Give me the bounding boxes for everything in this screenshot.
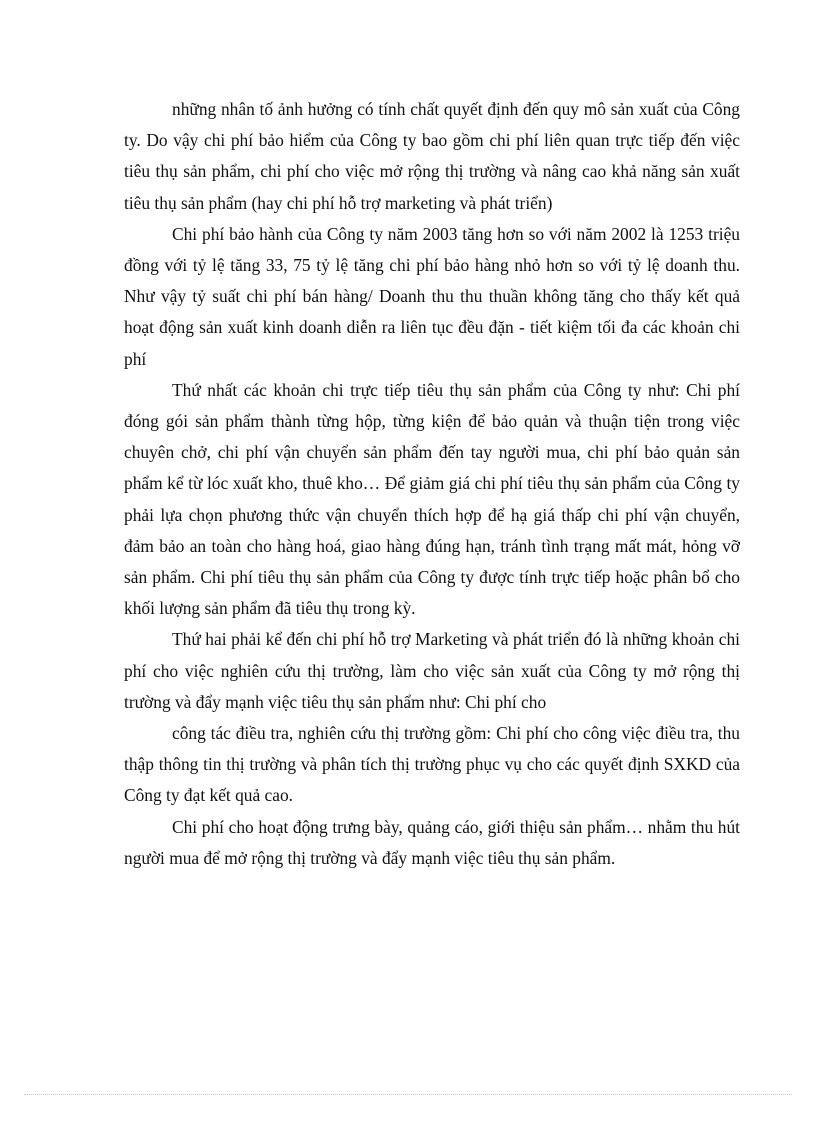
paragraph-1: những nhân tố ảnh hưởng có tính chất quyết định đến quy mô sản xuất của Công ty. Do vậy chi phí bảo hiểm của Công ty bao gồm chi phí liên quan trực tiếp đến việc tiêu thụ sản phẩm, chi phí cho việc mở rộng thị trường và nâng cao khả năng sản xuất tiêu thụ sản phẩm (hay chi phí hỗ trợ marketing và phát triển) [124, 99, 740, 213]
body-text [124, 94, 740, 874]
paragraph-2: Chi phí bảo hành của Công ty năm 2003 tăng hơn so với năm 2002 là 1253 triệu đồng với tỷ lệ tăng 33, 75 tỷ lệ tăng chi phí bảo hàng nhỏ hơn so với tỷ lệ doanh thu. Như vậy tỷ suất chi phí bán hàng/ Doanh thu thu thuần không tăng cho thấy kết quả hoạt động sản xuất kinh doanh diễn ra liên tục đều đặn - tiết kiệm tối đa các khoản chi phí [124, 223, 740, 369]
paragraph-4: Thứ hai phải kể đến chi phí hỗ trợ Marketing và phát triển đó là những khoản chi phí cho việc nghiên cứu thị trường, làm cho việc sản xuất của Công ty mở rộng thị trường và đẩy mạnh việc tiêu thụ sản phẩm như: Chi phí cho [124, 629, 740, 712]
paragraph-3: Thứ nhất các khoản chi trực tiếp tiêu thụ sản phẩm của Công ty như: Chi phí đóng gói sản phẩm thành từng hộp, từng kiện để bảo quản và thuận tiện trong việc chuyên chở, chi phí vận chuyển sản phẩm đến tay người mua, chi phí bảo quản sản phẩm kể từ lóc xuất kho, thuê kho… Để giảm giá chi phí tiêu thụ sản phẩm của Công ty phải lựa chọn phương thức vận chuyển thích hợp để hạ giá thấp chi phí vận chuyển, đảm bảo an toàn cho hàng hoá, giao hàng đúng hạn, tránh tình trạng mất mát, hỏng vỡ sản phẩm. Chi phí tiêu thụ sản phẩm của Công ty được tính trực tiếp hoặc phân bổ cho khối lượng sản phẩm đã tiêu thụ trong kỳ. [124, 379, 740, 619]
paragraph-6: Chi phí cho hoạt động trưng bày, quảng cáo, giới thiệu sản phẩm… nhằm thu hút người mua để mở rộng thị trường và đẩy mạnh việc tiêu thụ sản phẩm. [124, 816, 740, 868]
paragraph-5: công tác điều tra, nghiên cứu thị trường gồm: Chi phí cho công việc điều tra, thu thập thông tin thị trường và phân tích thị trường phục vụ cho các quyết định SXKD của Công ty đạt kết quả cao. [124, 723, 740, 806]
footer-dotted-rule [24, 1094, 792, 1095]
